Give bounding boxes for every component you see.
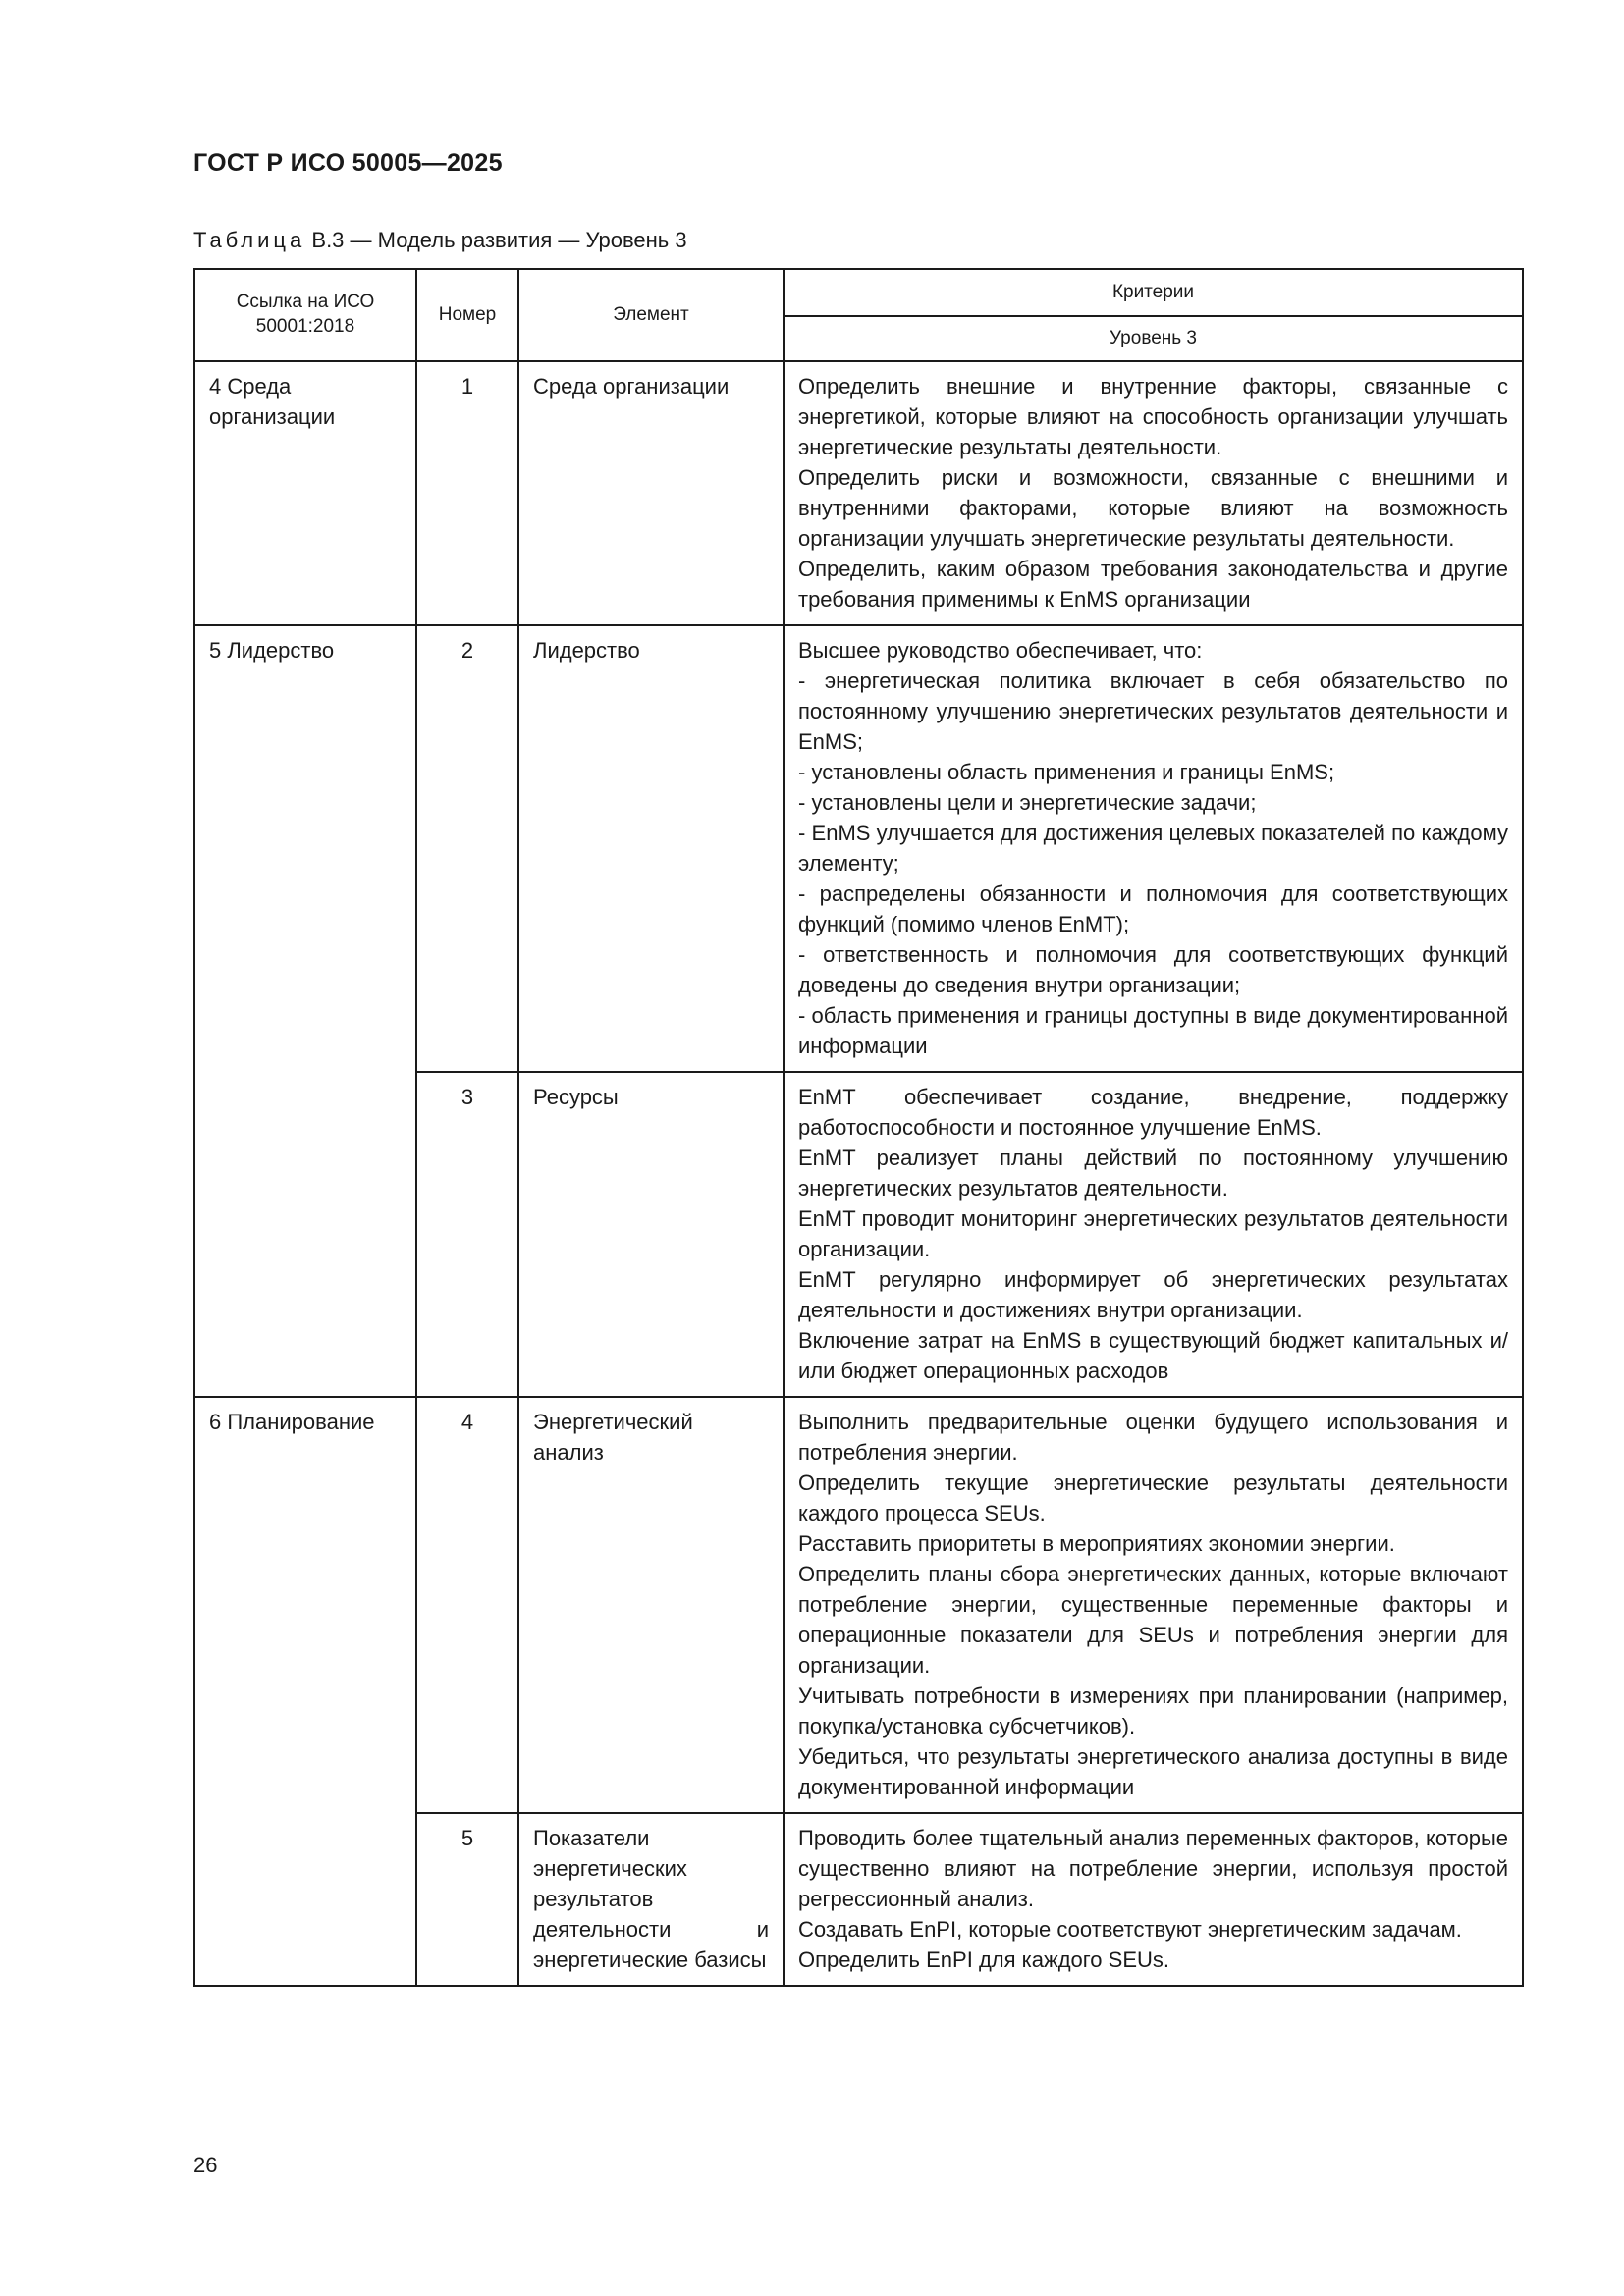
criteria-cell <box>784 1813 1523 1986</box>
header-reference: Ссылка на ИСО 50001:2018 <box>194 269 416 361</box>
number-cell: 4 <box>416 1397 518 1813</box>
reference-cell: 6 Планирование <box>194 1397 416 1986</box>
criteria-line: Определить, каким образом требования законодательства и другие требования применимы к EnMS организации <box>798 557 1508 612</box>
table-row <box>194 1397 1523 1813</box>
criteria-line: - установлены область применения и границы EnMS; <box>798 760 1335 784</box>
criteria-line: - область применения и границы доступны в виде документированной информации <box>798 1003 1508 1058</box>
criteria-line: Определить внешние и внутренние факторы, связанные с энергетикой, которые влияют на способность организации улучшать энергетические результаты деятельности. <box>798 374 1508 459</box>
criteria-line: EnMT обеспечивает создание, внедрение, поддержку работоспособности и постоянное улучшение EnMS. <box>798 1085 1508 1140</box>
header-element: Элемент <box>518 269 784 361</box>
criteria-cell <box>784 361 1523 625</box>
criteria-cell <box>784 1072 1523 1397</box>
element-cell: Ресурсы <box>518 1072 784 1397</box>
criteria-line: Высшее руководство обеспечивает, что: <box>798 638 1203 663</box>
table-row <box>194 625 1523 1072</box>
reference-cell: 5 Лидерство <box>194 625 416 1397</box>
header-level: Уровень 3 <box>784 316 1523 361</box>
criteria-line: Убедиться, что результаты энергетического анализа доступны в виде документированной информации <box>798 1744 1508 1799</box>
reference-cell: 4 Среда организации <box>194 361 416 625</box>
page-number: 26 <box>193 2153 218 2177</box>
number-cell: 3 <box>416 1072 518 1397</box>
criteria-line: - установлены цели и энергетические задачи; <box>798 790 1257 815</box>
criteria-line: - ответственность и полномочия для соответствующих функций доведены до сведения внутри организации; <box>798 942 1508 997</box>
number-cell: 5 <box>416 1813 518 1986</box>
maturity-table <box>193 268 1524 1987</box>
header-number: Номер <box>416 269 518 361</box>
criteria-cell <box>784 625 1523 1072</box>
element-cell: Среда организации <box>518 361 784 625</box>
number-cell: 2 <box>416 625 518 1072</box>
criteria-line: Расставить приоритеты в мероприятиях экономии энергии. <box>798 1531 1395 1556</box>
criteria-line: Определить риски и возможности, связанные с внешними и внутренними факторами, которые влияют на возможность организации улучшать энергетические результаты деятельности. <box>798 465 1508 551</box>
criteria-line: Создавать EnPI, которые соответствуют энергетическим задачам. <box>798 1917 1462 1942</box>
criteria-line: Проводить более тщательный анализ переменных факторов, которые существенно влияют на потребление энергии, используя простой регрессионный анализ. <box>798 1826 1508 1911</box>
table-caption <box>193 228 687 253</box>
number-cell: 1 <box>416 361 518 625</box>
table-caption-text: В.3 — Модель развития — Уровень 3 <box>311 228 687 252</box>
criteria-line: Определить текущие энергетические результаты деятельности каждого процесса SEUs. <box>798 1470 1508 1525</box>
criteria-line: - EnMS улучшается для достижения целевых показателей по каждому элементу; <box>798 821 1508 876</box>
criteria-line: EnMT регулярно информирует об энергетических результатах деятельности и достижениях внутри организации. <box>798 1267 1508 1322</box>
criteria-line: Включение затрат на EnMS в существующий бюджет капитальных и/или бюджет операционных расходов <box>798 1328 1508 1383</box>
criteria-line: - энергетическая политика включает в себя обязательство по постоянному улучшению энергетических результатов деятельности и EnMS; <box>798 668 1508 754</box>
element-cell: Энергетический анализ <box>518 1397 784 1813</box>
element-cell: Показатели энергетических результатов деятельности и энергетические базисы <box>518 1813 784 1986</box>
criteria-line: - распределены обязанности и полномочия для соответствующих функций (помимо членов EnMT); <box>798 881 1508 936</box>
header-criteria: Критерии <box>784 269 1523 316</box>
criteria-line: Определить планы сбора энергетических данных, которые включают потребление энергии, существенные переменные факторы и операционные показатели для SEUs и потребления энергии для организации. <box>798 1562 1508 1678</box>
table-caption-label: Таблица <box>193 228 306 252</box>
element-cell: Лидерство <box>518 625 784 1072</box>
table-header <box>194 269 1523 361</box>
table-row <box>194 361 1523 625</box>
criteria-line: Определить EnPI для каждого SEUs. <box>798 1948 1170 1972</box>
criteria-line: Учитывать потребности в измерениях при планировании (например, покупка/установка субсчетчиков). <box>798 1683 1508 1738</box>
document-header: ГОСТ Р ИСО 50005—2025 <box>193 149 503 177</box>
criteria-cell <box>784 1397 1523 1813</box>
criteria-line: EnMT реализует планы действий по постоянному улучшению энергетических результатов деятельности. <box>798 1146 1508 1201</box>
criteria-line: Выполнить предварительные оценки будущего использования и потребления энергии. <box>798 1410 1508 1465</box>
criteria-line: EnMT проводит мониторинг энергетических результатов деятельности организации. <box>798 1206 1508 1261</box>
